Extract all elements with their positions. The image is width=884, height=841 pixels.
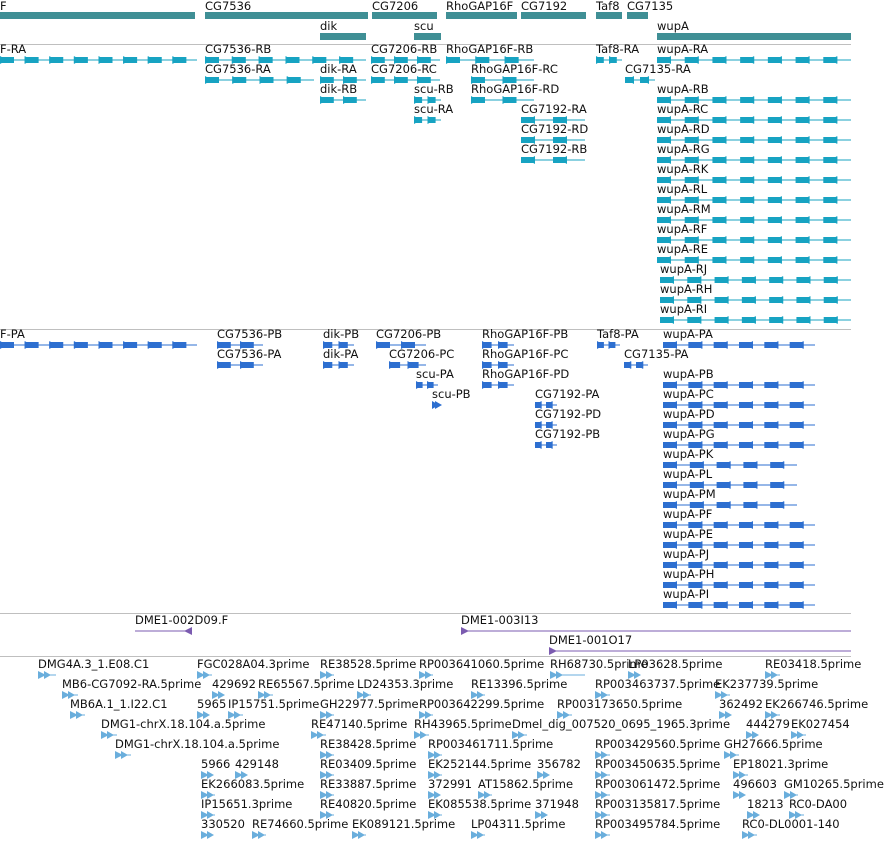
est-feature-label[interactable]: AT15862.5prime	[478, 777, 574, 791]
mRNA-feature-label[interactable]: RhoGAP16F-RD	[471, 82, 560, 96]
mRNA-feature-glyph[interactable]	[521, 156, 585, 164]
protein-feature-label[interactable]: wupA-PE	[663, 527, 713, 541]
est-feature-label[interactable]: RP003061472.5prime	[595, 777, 721, 791]
mRNA-feature-label[interactable]: wupA-RE	[657, 242, 709, 256]
genes-feature-glyph[interactable]	[205, 12, 368, 19]
mRNA-feature-label[interactable]: F-RA	[0, 42, 27, 56]
genes-feature-label[interactable]: CG7135	[627, 0, 674, 13]
mRNA-feature-label[interactable]: CG7536-RA	[205, 62, 271, 76]
est-feature-label[interactable]: 5966	[201, 757, 231, 771]
genes-feature-glyph[interactable]	[414, 33, 441, 40]
mRNA-feature-label[interactable]: CG7206-RB	[371, 42, 438, 56]
mRNA-feature-label[interactable]: CG7192-RB	[521, 142, 588, 156]
est-feature-label[interactable]: EK089121.5prime	[352, 817, 456, 831]
mRNA-feature-glyph[interactable]	[205, 76, 314, 84]
mRNA-feature-label[interactable]: dik-RB	[320, 82, 358, 96]
protein-feature-label[interactable]: Taf8-PA	[597, 327, 639, 341]
est-feature-label[interactable]: DMG1-chrX.18.104.a.5prime	[101, 717, 266, 731]
mRNA-feature-label[interactable]: CG7135-RA	[625, 62, 691, 76]
mRNA-feature-glyph[interactable]	[660, 316, 851, 324]
protein-feature-glyph[interactable]	[663, 601, 815, 609]
protein-feature-label[interactable]: scu-PB	[432, 387, 471, 401]
est-feature-glyph[interactable]	[115, 751, 131, 759]
protein-feature-label[interactable]: wupA-PK	[663, 447, 714, 461]
est-feature-label[interactable]: EK252144.5prime	[428, 757, 532, 771]
protein-feature-glyph[interactable]	[432, 401, 442, 409]
est-feature-label[interactable]: RE74660.5prime	[252, 817, 349, 831]
protein-feature-label[interactable]: CG7192-PD	[535, 407, 602, 421]
genes-feature-glyph[interactable]	[0, 12, 195, 19]
est-feature-glyph[interactable]	[201, 831, 214, 839]
protein-feature-label[interactable]: wupA-PM	[663, 487, 716, 501]
est-feature-label[interactable]: DMG4A.3_1.E08.C1	[38, 657, 150, 671]
mRNA-feature-label[interactable]: wupA-RF	[657, 222, 708, 236]
est-feature-label[interactable]: RC0-DA00	[789, 797, 848, 811]
mRNA-feature-label[interactable]: scu-RB	[414, 82, 454, 96]
est-feature-label[interactable]: GM10265.5prime	[784, 777, 884, 791]
genes-feature-glyph[interactable]	[372, 12, 437, 19]
mRNA-feature-label[interactable]: CG7206-RC	[371, 62, 437, 76]
est-feature-label[interactable]: RE40820.5prime	[320, 797, 417, 811]
est-feature-label[interactable]: RC0-DL0001-140	[742, 817, 840, 831]
mRNA-feature-glyph[interactable]	[625, 76, 655, 84]
genes-feature-glyph[interactable]	[446, 12, 517, 19]
est-feature-label[interactable]: EP18021.3prime	[733, 757, 829, 771]
protein-feature-label[interactable]: CG7192-PB	[535, 427, 601, 441]
est-feature-label[interactable]: RE33887.5prime	[320, 777, 417, 791]
mRNA-feature-label[interactable]: CG7192-RD	[521, 122, 589, 136]
est-feature-label[interactable]: RE03409.5prime	[320, 757, 417, 771]
est-feature-glyph[interactable]	[252, 831, 266, 839]
est-feature-label[interactable]: 429692	[212, 677, 256, 691]
protein-feature-label[interactable]: wupA-PH	[663, 567, 715, 581]
est-feature-label[interactable]: LP03628.5prime	[628, 657, 723, 671]
est-feature-label[interactable]: RP003461711.5prime	[428, 737, 554, 751]
est-feature-label[interactable]: RP003450635.5prime	[595, 757, 721, 771]
est-feature-label[interactable]: MB6A.1_1.I22.C1	[70, 697, 168, 711]
est-feature-label[interactable]: 429148	[235, 757, 279, 771]
genes-feature-label[interactable]: RhoGAP16F	[446, 0, 514, 13]
est-feature-label[interactable]: RH68730.5prime	[550, 657, 648, 671]
protein-feature-glyph[interactable]	[535, 441, 557, 449]
protein-feature-label[interactable]: CG7206-PB	[376, 327, 442, 341]
mRNA-feature-label[interactable]: RhoGAP16F-RC	[471, 62, 558, 76]
mRNA-feature-label[interactable]: Taf8-RA	[596, 42, 640, 56]
mRNA-feature-glyph[interactable]	[0, 56, 197, 64]
est-feature-label[interactable]: RE13396.5prime	[471, 677, 568, 691]
est-feature-label[interactable]: EK237739.5prime	[715, 677, 819, 691]
est-feature-label[interactable]: GH27666.5prime	[724, 737, 823, 751]
mRNA-feature-label[interactable]: dik-RA	[320, 62, 357, 76]
est-feature-label[interactable]: 356782	[537, 757, 581, 771]
genes-feature-glyph[interactable]	[596, 12, 622, 19]
genes-feature-glyph[interactable]	[657, 33, 851, 40]
est-feature-label[interactable]: 18213	[747, 797, 784, 811]
est-feature-label[interactable]: 372991	[428, 777, 472, 791]
protein-feature-label[interactable]: RhoGAP16F-PC	[482, 347, 569, 361]
mRNA-feature-label[interactable]: wupA-RK	[657, 162, 709, 176]
genes-feature-label[interactable]: CG7206	[372, 0, 419, 13]
protein-feature-label[interactable]: wupA-PB	[663, 367, 714, 381]
mRNA-feature-label[interactable]: wupA-RH	[660, 282, 713, 296]
bac-feature-label[interactable]: DME1-003I13	[461, 613, 539, 627]
mRNA-feature-label[interactable]: wupA-RM	[657, 202, 711, 216]
bac-feature-glyph[interactable]	[549, 647, 851, 655]
est-feature-label[interactable]: 444279	[746, 717, 790, 731]
protein-feature-label[interactable]: wupA-PA	[663, 327, 713, 341]
est-feature-label[interactable]: IP15651.3prime	[201, 797, 293, 811]
est-feature-label[interactable]: RP003173650.5prime	[557, 697, 683, 711]
genes-feature-glyph[interactable]	[627, 12, 648, 19]
genes-feature-label[interactable]: scu	[414, 19, 434, 33]
protein-feature-label[interactable]: F-PA	[0, 327, 25, 341]
protein-feature-label[interactable]: wupA-PF	[663, 507, 713, 521]
protein-feature-label[interactable]: wupA-PJ	[663, 547, 710, 561]
est-feature-label[interactable]: RE65567.5prime	[258, 677, 355, 691]
protein-feature-glyph[interactable]	[624, 361, 648, 369]
est-feature-glyph[interactable]	[38, 671, 56, 679]
mRNA-feature-label[interactable]: wupA-RI	[660, 302, 708, 316]
est-feature-label[interactable]: RE47140.5prime	[311, 717, 408, 731]
genes-feature-label[interactable]: wupA	[657, 19, 689, 33]
est-feature-label[interactable]: GH22977.5prime	[320, 697, 419, 711]
protein-feature-label[interactable]: wupA-PC	[663, 387, 714, 401]
est-feature-label[interactable]: EK266746.5prime	[765, 697, 869, 711]
protein-feature-label[interactable]: RhoGAP16F-PD	[482, 367, 570, 381]
est-feature-label[interactable]: LD24353.3prime	[357, 677, 454, 691]
protein-feature-glyph[interactable]	[597, 341, 620, 349]
est-feature-label[interactable]: EK266083.5prime	[201, 777, 305, 791]
est-feature-label[interactable]: DMG1-chrX.18.104.a.5prime	[115, 737, 280, 751]
est-feature-label[interactable]: RH43965.5prime	[414, 717, 512, 731]
est-feature-label[interactable]: MB6-CG7092-RA.5prime	[62, 677, 202, 691]
genes-feature-label[interactable]: CG7536	[205, 0, 252, 13]
mRNA-feature-label[interactable]: wupA-RJ	[660, 262, 708, 276]
est-feature-label[interactable]: EK085538.5prime	[428, 797, 532, 811]
est-feature-glyph[interactable]	[70, 711, 85, 719]
est-feature-label[interactable]: 5965	[197, 697, 227, 711]
protein-feature-glyph[interactable]	[217, 361, 263, 369]
est-feature-label[interactable]: RE38428.5prime	[320, 737, 417, 751]
protein-feature-glyph[interactable]	[0, 341, 197, 349]
mRNA-feature-glyph[interactable]	[414, 116, 441, 124]
protein-feature-label[interactable]: CG7135-PA	[624, 347, 689, 361]
est-feature-label[interactable]: RP003641060.5prime	[419, 657, 545, 671]
mRNA-feature-label[interactable]: wupA-RD	[657, 122, 710, 136]
protein-feature-label[interactable]: dik-PA	[323, 347, 359, 361]
mRNA-feature-label[interactable]: wupA-RA	[657, 42, 709, 56]
genes-feature-glyph[interactable]	[521, 12, 586, 19]
protein-feature-label[interactable]: dik-PB	[323, 327, 360, 341]
est-feature-label[interactable]: RP003135817.5prime	[595, 797, 721, 811]
bac-feature-glyph[interactable]	[135, 627, 192, 635]
protein-feature-label[interactable]: CG7192-PA	[535, 387, 600, 401]
est-feature-label[interactable]: RP003642299.5prime	[419, 697, 545, 711]
est-feature-label[interactable]: RE03418.5prime	[765, 657, 862, 671]
protein-feature-label[interactable]: CG7536-PB	[217, 327, 283, 341]
mRNA-feature-label[interactable]: RhoGAP16F-RB	[446, 42, 534, 56]
genes-feature-label[interactable]: Taf8	[596, 0, 620, 13]
est-feature-glyph[interactable]	[742, 831, 757, 839]
mRNA-feature-glyph[interactable]	[596, 56, 622, 64]
mRNA-feature-label[interactable]: wupA-RB	[657, 82, 709, 96]
est-feature-label[interactable]: EK027454	[791, 717, 850, 731]
est-feature-glyph[interactable]	[471, 831, 485, 839]
est-feature-glyph[interactable]	[352, 831, 366, 839]
bac-feature-label[interactable]: DME1-002D09.F	[135, 613, 229, 627]
mRNA-feature-label[interactable]: scu-RA	[414, 102, 454, 116]
est-feature-label[interactable]: Dmel_dig_007520_0695_1965.3prime	[512, 717, 731, 731]
bac-feature-glyph[interactable]	[461, 627, 851, 635]
genes-feature-label[interactable]: CG7192	[521, 0, 568, 13]
track-separator	[0, 613, 851, 614]
mRNA-feature-label[interactable]: CG7192-RA	[521, 102, 587, 116]
protein-feature-label[interactable]: wupA-PG	[663, 427, 715, 441]
genes-feature-label[interactable]: F	[0, 0, 7, 13]
mRNA-feature-label[interactable]: wupA-RC	[657, 102, 709, 116]
est-feature-label[interactable]: 371948	[535, 797, 579, 811]
protein-feature-label[interactable]: wupA-PI	[663, 587, 710, 601]
genes-feature-glyph[interactable]	[320, 33, 366, 40]
genes-feature-label[interactable]: dik	[320, 19, 338, 33]
protein-feature-label[interactable]: CG7206-PC	[389, 347, 455, 361]
est-feature-label[interactable]: LP04311.5prime	[471, 817, 566, 831]
est-feature-label[interactable]: 496603	[733, 777, 777, 791]
est-feature-label[interactable]: RP003463737.5prime	[595, 677, 721, 691]
est-feature-label[interactable]: FGC028A04.3prime	[197, 657, 310, 671]
mRNA-feature-label[interactable]: CG7536-RB	[205, 42, 272, 56]
protein-feature-label[interactable]: wupA-PL	[663, 467, 713, 481]
protein-feature-label[interactable]: wupA-PD	[663, 407, 715, 421]
protein-feature-label[interactable]: CG7536-PA	[217, 347, 282, 361]
est-feature-label[interactable]: IP15751.5prime	[228, 697, 320, 711]
est-feature-label[interactable]: RP003429560.5prime	[595, 737, 721, 751]
mRNA-feature-label[interactable]: wupA-RG	[657, 142, 710, 156]
protein-feature-glyph[interactable]	[482, 381, 514, 389]
bac-feature-label[interactable]: DME1-001O17	[549, 633, 633, 647]
mRNA-feature-label[interactable]: wupA-RL	[657, 182, 708, 196]
est-feature-glyph[interactable]	[733, 791, 746, 799]
mRNA-feature-glyph[interactable]	[320, 96, 366, 104]
protein-feature-label[interactable]: RhoGAP16F-PB	[482, 327, 569, 341]
est-feature-label[interactable]: RP003495784.5prime	[595, 817, 721, 831]
protein-feature-glyph[interactable]	[323, 361, 354, 369]
protein-feature-label[interactable]: scu-PA	[416, 367, 454, 381]
est-feature-label[interactable]: 330520	[201, 817, 245, 831]
est-feature-label[interactable]: RE38528.5prime	[320, 657, 417, 671]
est-feature-glyph[interactable]	[595, 831, 610, 839]
est-feature-label[interactable]: 362492	[719, 697, 763, 711]
